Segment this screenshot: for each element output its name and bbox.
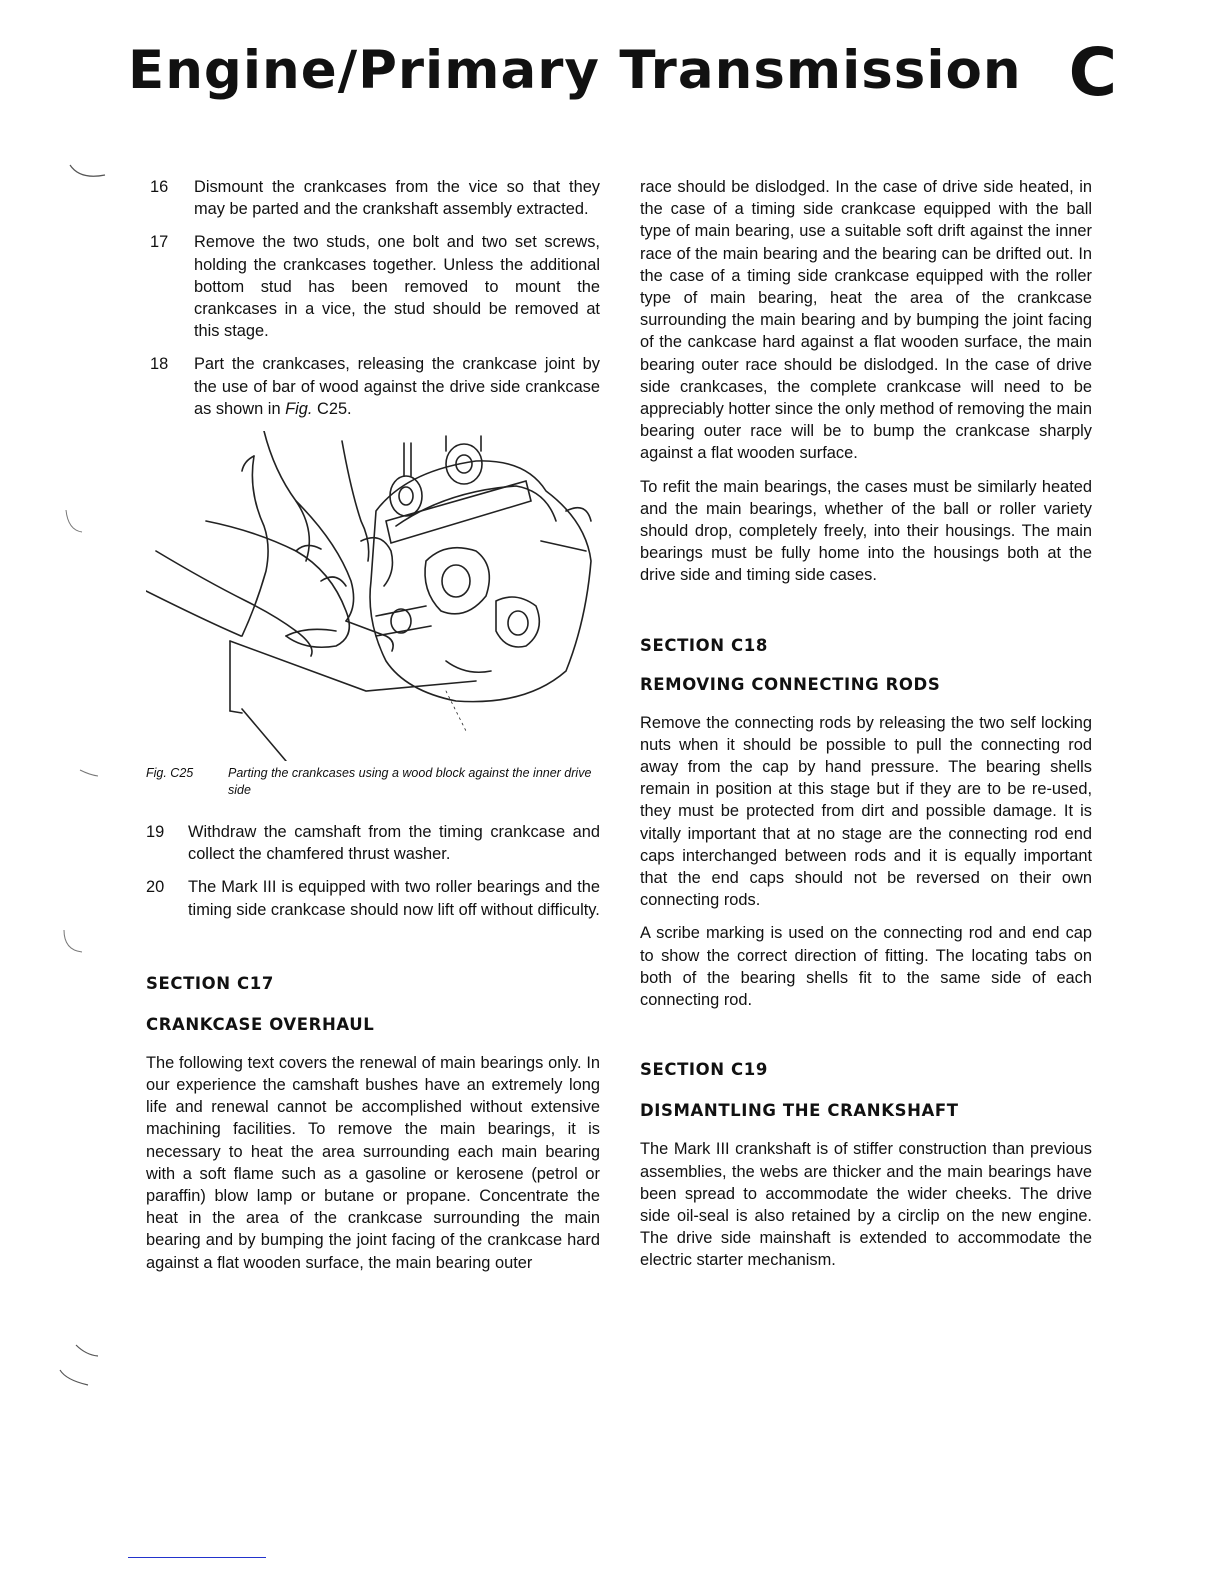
section-c19-paragraph: The Mark III crankshaft is of stiffer construction than previous assemblies, the webs are thicker and the main bearings have been spread to accommodate the wider cheeks. The drive side oil-seal is also retained by a circlip on the new engine. The drive side mainshaft is extended to accommodate the electric starter mechanism. bbox=[640, 1140, 1092, 1270]
refit-paragraph: To refit the main bearings, the cases must be similarly heated and the main bearings, whether of the ball or roller variety should drop, completely freely, into their housings. The main bearings must be fully home into the housings both at the drive side and timing side cases. bbox=[640, 477, 1092, 585]
chapter-letter: C bbox=[1068, 34, 1118, 111]
step-text: Dismount the crankcases from the vice so that they may be parted and the crankshaft assembly extracted. bbox=[194, 178, 600, 219]
step-18 bbox=[146, 353, 600, 420]
step-text bbox=[194, 353, 600, 420]
section-c17-paragraph: The following text covers the renewal of main bearings only. In our experience the camshaft bushes have an extremely long life and renewal cannot be accomplished without extensive machining facilities. To remove the main bearings, it is necessary to heat the area surrounding each main bearing with a soft flame such as a gasoline or kerosene (petrol or paraffin) blow lamp or butane or propane. Concentrate the heat in the area of the crankcase surrounding the main bearing and by bumping the joint facing of the crankcase hard against a flat wooden surface, the main bearing outer bbox=[146, 1053, 600, 1272]
margin-marks bbox=[50, 80, 110, 1580]
step-number: 16 bbox=[150, 178, 169, 196]
section-c18-paragraph-2: A scribe marking is used on the connecting rod and end cap to show the correct direction of fitting. The locating tabs on both of the bearing shells fit to the same side of each connecting rod. bbox=[640, 924, 1092, 1010]
page-title-text: Engine/Primary Transmission bbox=[128, 40, 1022, 101]
step-number: 19 bbox=[146, 823, 165, 842]
figure-c25-illustration bbox=[146, 431, 600, 761]
crankcase-illustration bbox=[146, 431, 600, 761]
right-column bbox=[640, 176, 1092, 1283]
continuation-paragraph: race should be dislodged. In the case of drive side heated, in the case of a timing side crankcase equipped with the ball type of main bearing, use a suitable soft drift against the inner race of the main bearing and the bearing can be drifted out. In the case of a timing side crankcase equipped with the roller type of main bearing, heat the area of the crankcase surrounding the main bearing and by bumping the joint facing of the cankcase hard against a flat wooden surface, the main bearing outer race should be dislodged. In the case of drive side crankcases, the complete crankcase will need to be appreciably hotter since the only method of removing the main bearing outer race will be to bump the crankcase sharply against a flat wooden surface. bbox=[640, 178, 1092, 463]
footer-rule bbox=[128, 1557, 266, 1558]
step-19 bbox=[146, 821, 600, 865]
step-number: 20 bbox=[146, 878, 165, 897]
step-text: Remove the two studs, one bolt and two set screws, holding the crankcases together. Unless the additional bottom stud has been removed to mount the crankcases in a vice, the stud should be removed at this stage. bbox=[194, 233, 600, 341]
figure-label: Fig. C25 bbox=[146, 766, 194, 781]
section-c19-heading: DISMANTLING THE CRANKSHAFT bbox=[640, 1101, 959, 1121]
figure-reference: Fig. bbox=[285, 399, 313, 418]
step-17 bbox=[146, 231, 600, 342]
section-c18-paragraph-1: Remove the connecting rods by releasing the two self locking nuts when it should be possible to pull the connecting rod away from the cap by hand pressure. The bearing shells remain in position at this stage but if they are to be re-used, they must be protected from dirt and possible damage. It is vitally important that at no stage are the connecting rod end caps interchanged between rods and it is equally important that the end caps should not be reversed on their own connecting rods. bbox=[640, 713, 1092, 910]
step-number: 17 bbox=[150, 233, 169, 252]
section-c17-heading: CRANKCASE OVERHAUL bbox=[146, 1014, 375, 1034]
section-c18-heading: REMOVING CONNECTING RODS bbox=[640, 674, 941, 694]
step-text: Withdraw the camshaft from the timing crankcase and collect the chamfered thrust washer. bbox=[188, 823, 600, 864]
page-title bbox=[128, 34, 1118, 111]
section-c18-label: SECTION C18 bbox=[640, 635, 768, 655]
step-20 bbox=[146, 876, 600, 920]
step-number: 18 bbox=[150, 355, 169, 374]
figure-caption-text: Parting the crankcases using a wood block against the inner drive side bbox=[228, 766, 592, 798]
left-column bbox=[146, 176, 600, 1285]
step-text-part: Part the crankcases, releasing the crankcase joint by the use of bar of wood against the drive side crankcase as shown in bbox=[194, 355, 600, 418]
step-text: The Mark III is equipped with two roller bearings and the timing side crankcase should now lift off without difficulty. bbox=[188, 878, 600, 919]
section-c19-label: SECTION C19 bbox=[640, 1060, 768, 1080]
step-text-part: C25. bbox=[312, 399, 352, 418]
section-c17-label: SECTION C17 bbox=[146, 973, 274, 993]
step-16 bbox=[146, 176, 600, 220]
figure-caption bbox=[146, 765, 600, 799]
